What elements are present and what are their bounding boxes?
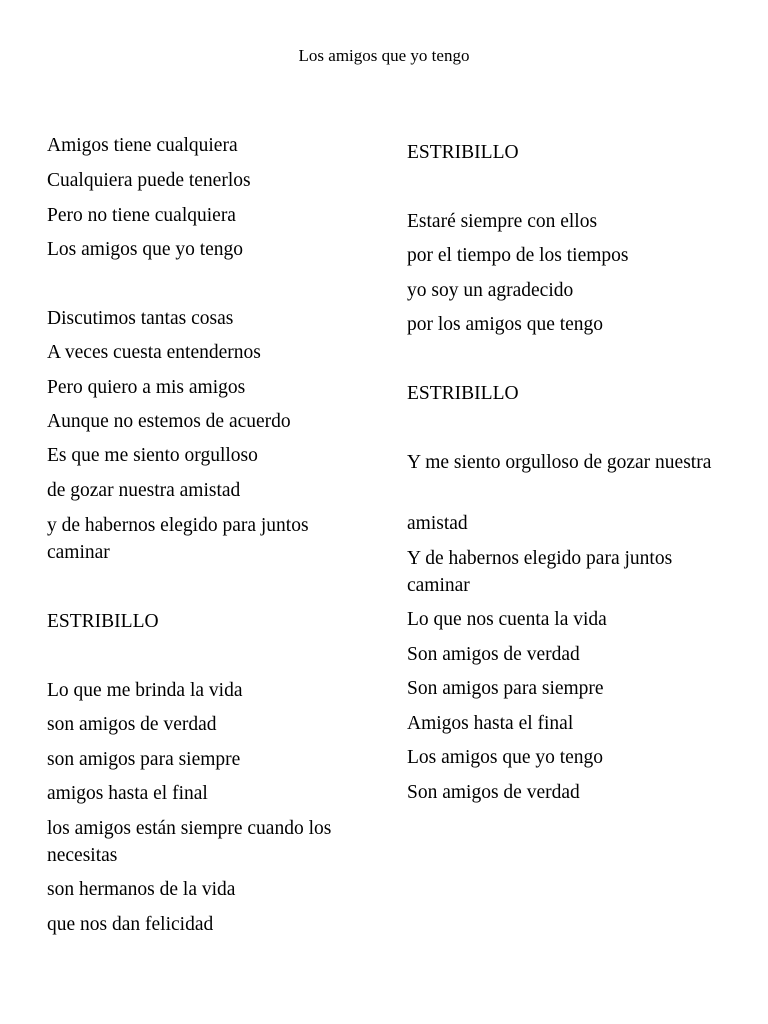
lyric-line: los amigos están siempre cuando los necesitas: [47, 818, 332, 866]
chorus-marker: ESTRIBILLO: [407, 142, 519, 163]
lyric-line: son amigos de verdad: [47, 714, 217, 735]
lyric-line: amigos hasta el final: [47, 783, 208, 804]
lyric-line: Pero no tiene cualquiera: [47, 205, 236, 226]
lyric-line: Cualquiera puede tenerlos: [47, 170, 251, 191]
lyric-line: Discutimos tantas cosas: [47, 308, 234, 329]
lyric-line: Y me siento orgulloso de gozar nuestra: [407, 452, 712, 473]
lyric-line: Y de habernos elegido para juntos caminar: [407, 548, 673, 596]
document-title: Los amigos que yo tengo: [298, 46, 470, 65]
lyric-line: Lo que nos cuenta la vida: [407, 609, 607, 630]
lyric-line: por el tiempo de los tiempos: [407, 245, 629, 266]
lyric-line: son amigos para siempre: [47, 749, 241, 770]
chorus-marker: ESTRIBILLO: [407, 383, 519, 404]
lyric-line: Lo que me brinda la vida: [47, 680, 243, 701]
lyric-line: Son amigos para siempre: [407, 678, 604, 699]
lyric-line: Aunque no estemos de acuerdo: [47, 411, 291, 432]
lyric-line: Son amigos de verdad: [407, 782, 580, 803]
lyric-line: Amigos tiene cualquiera: [47, 135, 238, 156]
lyric-line: y de habernos elegido para juntos caminar: [47, 515, 309, 563]
lyric-line: que nos dan felicidad: [47, 914, 214, 935]
lyric-line: Los amigos que yo tengo: [47, 239, 244, 260]
right-lyrics-column: [407, 0, 722, 1024]
lyric-line: por los amigos que tengo: [407, 314, 604, 335]
lyric-line: son hermanos de la vida: [47, 879, 236, 900]
lyric-line: Pero quiero a mis amigos: [47, 377, 246, 398]
lyric-line: Es que me siento orgulloso: [47, 445, 258, 466]
lyric-line: Son amigos de verdad: [407, 644, 580, 665]
lyric-line: yo soy un agradecido: [407, 280, 574, 301]
lyric-line: A veces cuesta entendernos: [47, 342, 261, 363]
lyric-line: Amigos hasta el final: [407, 713, 574, 734]
left-lyrics-column: [47, 0, 367, 1024]
chorus-marker: ESTRIBILLO: [47, 611, 159, 632]
lyric-line: de gozar nuestra amistad: [47, 480, 241, 501]
lyric-line: amistad: [407, 513, 468, 534]
lyric-line: Los amigos que yo tengo: [407, 747, 604, 768]
lyric-line: Estaré siempre con ellos: [407, 211, 598, 232]
